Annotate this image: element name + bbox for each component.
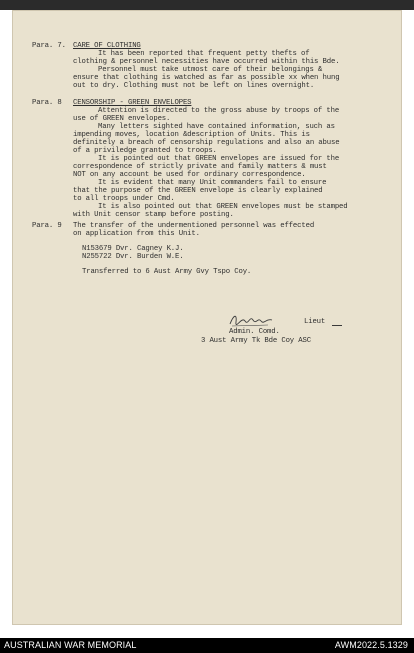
para9-label: Para. 9 xyxy=(32,222,62,230)
document-page xyxy=(12,10,402,625)
para8-line: Many letters sighted have contained information, such as xyxy=(98,123,335,131)
para7-line: out to dry. Clothing must not be left on lines overnight. xyxy=(73,82,315,90)
para8-line: use of GREEN envelopes. xyxy=(73,115,171,123)
para8-line: definitely a breach of censorship regulations and also an abuse xyxy=(73,139,340,147)
scan-top-border xyxy=(0,0,414,10)
para7-heading: CARE OF CLOTHING xyxy=(73,42,141,50)
para7-line: It has been reported that frequent petty thefts of xyxy=(98,50,310,58)
para7-line: ensure that clothing is watched as far as possible xx when hung xyxy=(73,74,340,82)
para8-line: It is also pointed out that GREEN envelopes must be stamped xyxy=(98,203,348,211)
para9-line: The transfer of the undermentioned personnel was effected xyxy=(73,222,315,230)
para7-label: Para. 7. xyxy=(32,42,66,50)
para7-line: clothing & personnel necessities have occurred within this Bde. xyxy=(73,58,340,66)
para8-line: that the purpose of the GREEN envelope is clearly explained xyxy=(73,187,323,195)
para9-line: on application from this Unit. xyxy=(73,230,200,238)
para8-line: of a priviledge granted to troops. xyxy=(73,147,217,155)
para8-line: It is evident that many Unit commanders fail to ensure xyxy=(98,179,327,187)
personnel-entry: N255722 Dvr. Burden W.E. xyxy=(82,253,184,261)
signature-rank: Lieut xyxy=(304,318,326,326)
para8-line: impending moves, location &description of Units. This is xyxy=(73,131,310,139)
para8-line: Attention is directed to the gross abuse by troops of the xyxy=(98,107,340,115)
signature-title: Admin. Comd. xyxy=(229,328,280,336)
para8-line: correspondence of strictly private and family matters & must xyxy=(73,163,327,171)
transfer-note: Transferred to 6 Aust Army Gvy Tspo Coy. xyxy=(82,268,252,276)
footer-accession-number: AWM2022.5.1329 xyxy=(334,640,408,650)
signature-unit: 3 Aust Army Tk Bde Coy ASC xyxy=(201,337,311,345)
personnel-entry: N153679 Dvr. Cagney K.J. xyxy=(82,245,184,253)
para8-heading: CENSORSHIP - GREEN ENVELOPES xyxy=(73,99,192,107)
para8-label: Para. 8 xyxy=(32,99,62,107)
para7-line: Personnel must take utmost care of their belongings & xyxy=(98,66,323,74)
para8-line: with Unit censor stamp before posting. xyxy=(73,211,234,219)
para8-line: to all troops under Cmd. xyxy=(73,195,175,203)
para8-line: It is pointed out that GREEN envelopes are issued for the xyxy=(98,155,340,163)
signature-line xyxy=(332,325,342,326)
para8-line: NOT on any account be used for ordinary correspondence. xyxy=(73,171,306,179)
footer-institution: AUSTRALIAN WAR MEMORIAL xyxy=(4,640,137,650)
handwritten-signature xyxy=(228,312,274,328)
